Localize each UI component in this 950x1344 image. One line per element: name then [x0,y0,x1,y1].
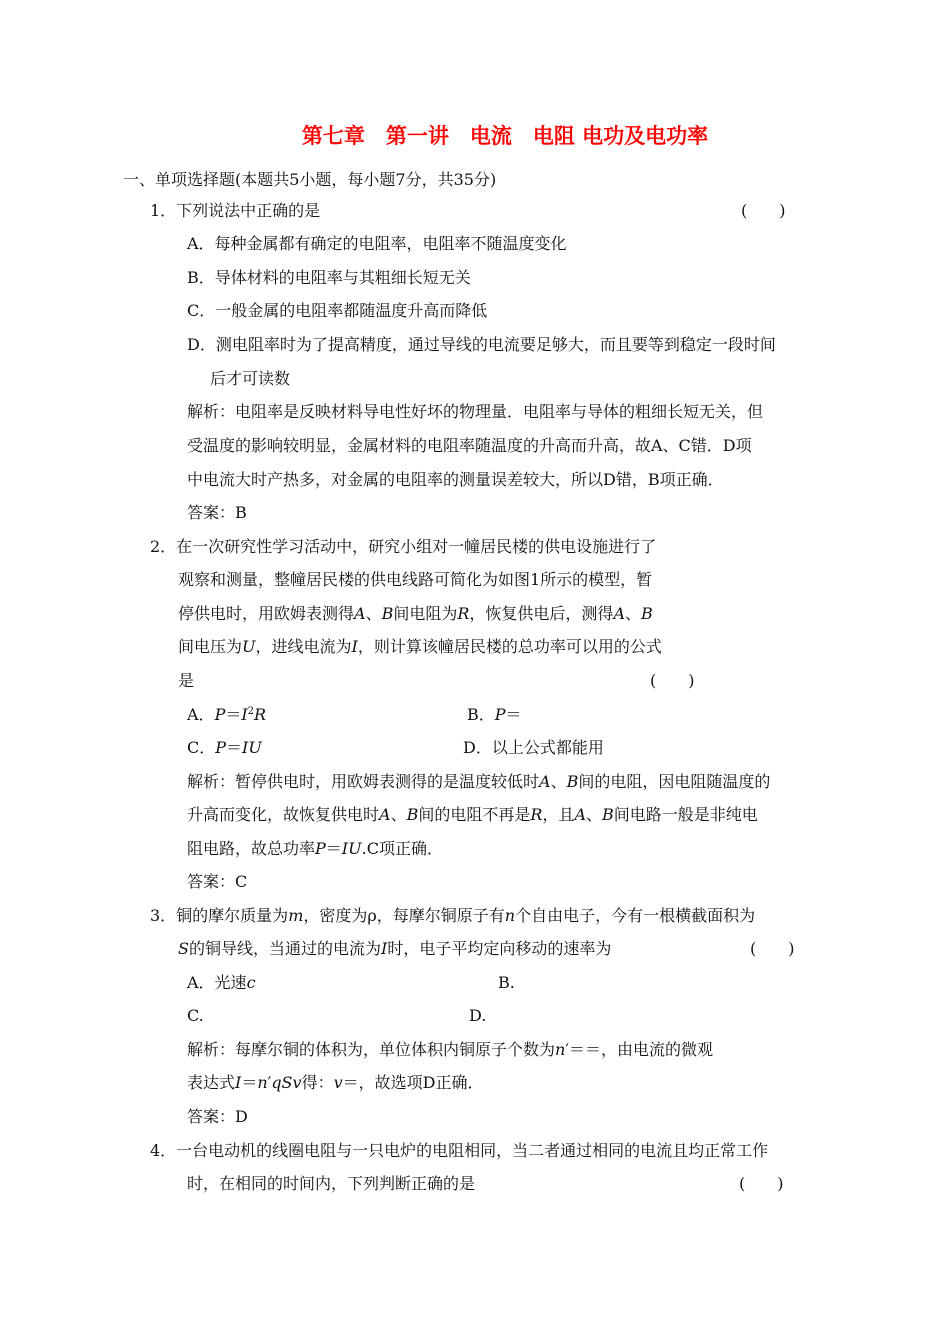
q2-stem-line3: 停供电时，用欧姆表测得A、B间电阻为R，恢复供电后，测得A、B [178,604,653,623]
q2-explanation-line2: 升高而变化，故恢复供电时A、B间的电阻不再是R，且A、B间电路一般是非纯电 [187,805,758,824]
q1-answer-blank: ( ) [741,201,786,220]
q3-option-d: D. [469,1006,487,1025]
q2-explanation-line3: 阻电路，故总功率P＝IU.C项正确． [187,839,443,858]
q2-option-c: C．P＝IU [187,738,262,757]
q1-explanation-line3: 中电流大时产热多，对金属的电阻率的测量误差较大，所以D错，B项正确． [187,470,724,489]
q4-stem-line1: 4．一台电动机的线圈电阻与一只电炉的电阻相同，当二者通过相同的电流且均正常工作 [150,1141,769,1160]
q3-explanation-line2: 表达式I＝n′qSv得：v＝，故选项D正确． [187,1073,484,1092]
q1-answer: 答案：B [187,503,247,522]
q2-option-d: D．以上公式都能用 [463,738,604,757]
q3-stem-line1: 3．铜的摩尔质量为m，密度为ρ，每摩尔铜原子有n个自由电子，今有一根横截面积为 [150,906,756,925]
q3-option-c: C. [187,1006,204,1025]
q2-answer-blank: ( ) [650,671,695,690]
q2-stem-line5: 是 [178,671,195,690]
q1-option-d: D．测电阻率时为了提高精度，通过导线的电流要足够大，而且要等到稳定一段时间 [187,335,776,354]
section-heading: 一、单项选择题(本题共5小题，每小题7分，共35分) [123,170,497,189]
q3-answer: 答案：D [187,1107,248,1126]
q1-option-d-cont: 后才可读数 [210,369,291,388]
q1-explanation-line1: 解析：电阻率是反映材料导电性好坏的物理量．电阻率与导体的粗细长短无关，但 [187,402,764,421]
q3-stem-line2: S的铜导线，当通过的电流为I时，电子平均定向移动的速率为 [178,939,612,958]
q3-answer-blank: ( ) [750,939,795,958]
q2-option-a: A．$P=I^2R$ [187,705,267,724]
q3-explanation-line1: 解析：每摩尔铜的体积为，单位体积内铜原子个数为n′＝＝，由电流的微观 [187,1040,713,1059]
q1-option-c: C．一般金属的电阻率都随温度升高而降低 [187,301,488,320]
q1-stem: 1．下列说法中正确的是 [150,201,321,220]
q4-stem-line2: 时，在相同的时间内，下列判断正确的是 [187,1174,476,1193]
q3-option-b: B. [498,973,515,992]
q2-explanation-line1: 解析：暂停供电时，用欧姆表测得的是温度较低时A、B间的电阻，因电阻随温度的 [187,772,771,791]
q2-stem-line2: 观察和测量，整幢居民楼的供电线路可简化为如图1所示的模型，暂 [178,570,653,589]
q2-option-b: B．P＝ [467,705,522,724]
q1-option-b: B．导体材料的电阻率与其粗细长短无关 [187,268,471,287]
q3-option-a: A．光速c [187,973,256,992]
q1-explanation-line2: 受温度的影响较明显，金属材料的电阻率随温度的升高而升高，故A、C错．D项 [187,436,752,455]
page-title: 第七章 第一讲 电流 电阻 电功及电功率 [301,123,709,148]
q2-stem-line1: 2．在一次研究性学习活动中，研究小组对一幢居民楼的供电设施进行了 [150,537,657,556]
q2-stem-line4: 间电压为U，进线电流为I，则计算该幢居民楼的总功率可以用的公式 [178,637,662,656]
q4-answer-blank: ( ) [739,1174,784,1193]
q2-answer: 答案：C [187,872,248,891]
q1-option-a: A．每种金属都有确定的电阻率，电阻率不随温度变化 [187,234,567,253]
